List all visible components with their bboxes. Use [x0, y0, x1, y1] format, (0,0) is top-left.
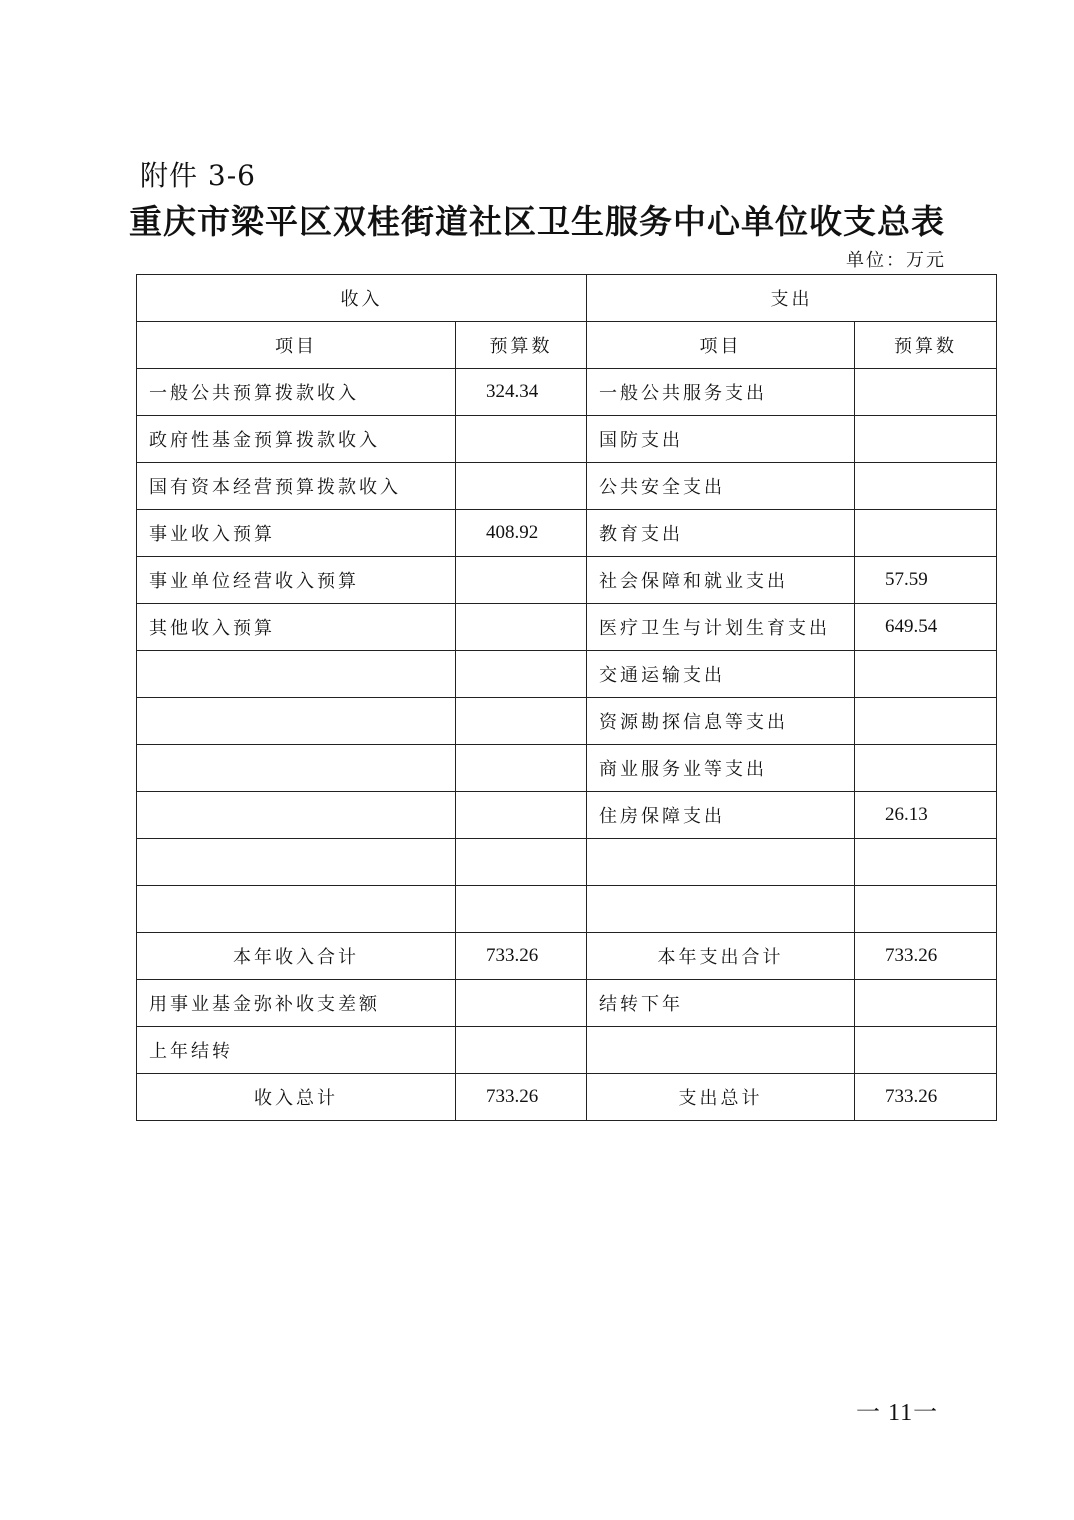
income-amount-cell [456, 557, 587, 604]
expense-amount-cell [855, 369, 997, 416]
income-total-label: 本年收入合计 [137, 933, 456, 980]
expense-item-cell: 国防支出 [587, 416, 855, 463]
expense-amount-cell [855, 745, 997, 792]
income-amount-cell [456, 980, 587, 1027]
expense-item-cell: 医疗卫生与计划生育支出 [587, 604, 855, 651]
expense-item-cell [587, 1027, 855, 1074]
income-total-amount: 733.26 [456, 933, 587, 980]
income-amount-cell [456, 604, 587, 651]
income-item-cell: 一般公共预算拨款收入 [137, 369, 456, 416]
expense-amount-cell [855, 980, 997, 1027]
expense-amount-cell [855, 463, 997, 510]
income-item-cell: 事业收入预算 [137, 510, 456, 557]
expense-amount-cell [855, 510, 997, 557]
income-amount-cell [456, 463, 587, 510]
income-total-label: 收入总计 [137, 1074, 456, 1121]
expense-total-amount: 733.26 [855, 933, 997, 980]
table-row [137, 792, 997, 839]
table-row [137, 604, 997, 651]
page-number: 一 11一 [856, 1400, 939, 1426]
expense-amount-cell [855, 651, 997, 698]
income-item-cell: 其他收入预算 [137, 604, 456, 651]
expense-item-cell: 交通运输支出 [587, 651, 855, 698]
table-row [137, 510, 997, 557]
income-item-cell: 政府性基金预算拨款收入 [137, 416, 456, 463]
income-amount-cell [456, 886, 587, 933]
unit-label: 单位：万元 [846, 250, 946, 271]
income-total-amount: 733.26 [456, 1074, 587, 1121]
expense-item-cell: 教育支出 [587, 510, 855, 557]
expense-item-cell: 商业服务业等支出 [587, 745, 855, 792]
income-amount-cell: 324.34 [456, 369, 587, 416]
income-item-cell: 国有资本经营预算拨款收入 [137, 463, 456, 510]
income-item-cell [137, 839, 456, 886]
expense-item-cell: 一般公共服务支出 [587, 369, 855, 416]
income-item-cell: 事业单位经营收入预算 [137, 557, 456, 604]
expense-amount-cell: 26.13 [855, 792, 997, 839]
table-row [137, 651, 997, 698]
grand-total-row [137, 1074, 997, 1121]
income-amount-cell [456, 1027, 587, 1074]
expense-item-cell: 社会保障和就业支出 [587, 557, 855, 604]
expense-item-cell: 公共安全支出 [587, 463, 855, 510]
expense-item-cell [587, 839, 855, 886]
table-row [137, 839, 997, 886]
attachment-label: 附件 3-6 [140, 159, 256, 192]
document-title: 重庆市梁平区双桂街道社区卫生服务中心单位收支总表 [129, 202, 945, 241]
income-item-header: 项目 [137, 322, 456, 369]
expense-amount-cell [855, 886, 997, 933]
expense-amount-cell: 57.59 [855, 557, 997, 604]
income-budget-header: 预算数 [456, 322, 587, 369]
income-amount-cell: 408.92 [456, 510, 587, 557]
table-row [137, 1027, 997, 1074]
income-amount-cell [456, 651, 587, 698]
table-row [137, 745, 997, 792]
income-amount-cell [456, 698, 587, 745]
income-item-cell [137, 651, 456, 698]
table-row [137, 369, 997, 416]
table-row [137, 980, 997, 1027]
table-row [137, 463, 997, 510]
expense-amount-cell [855, 698, 997, 745]
expense-total-amount: 733.26 [855, 1074, 997, 1121]
income-section-header: 收入 [137, 275, 587, 322]
table-row [137, 416, 997, 463]
table-row [137, 886, 997, 933]
income-amount-cell [456, 745, 587, 792]
income-item-cell: 上年结转 [137, 1027, 456, 1074]
year-total-row [137, 933, 997, 980]
expense-item-cell: 结转下年 [587, 980, 855, 1027]
income-amount-cell [456, 839, 587, 886]
income-item-cell [137, 698, 456, 745]
expense-amount-cell [855, 1027, 997, 1074]
expense-item-cell: 住房保障支出 [587, 792, 855, 839]
column-header-row [137, 322, 997, 369]
expense-total-label: 本年支出合计 [587, 933, 855, 980]
expense-item-header: 项目 [587, 322, 855, 369]
expense-amount-cell [855, 416, 997, 463]
expense-item-cell: 资源勘探信息等支出 [587, 698, 855, 745]
income-item-cell: 用事业基金弥补收支差额 [137, 980, 456, 1027]
expense-section-header: 支出 [587, 275, 997, 322]
income-item-cell [137, 886, 456, 933]
section-header-row [137, 275, 997, 322]
table-row [137, 557, 997, 604]
income-amount-cell [456, 416, 587, 463]
expense-item-cell [587, 886, 855, 933]
expense-amount-cell [855, 839, 997, 886]
income-amount-cell [456, 792, 587, 839]
budget-summary-table [136, 274, 997, 1121]
expense-amount-cell: 649.54 [855, 604, 997, 651]
table-row [137, 698, 997, 745]
income-item-cell [137, 745, 456, 792]
expense-total-label: 支出总计 [587, 1074, 855, 1121]
income-item-cell [137, 792, 456, 839]
expense-budget-header: 预算数 [855, 322, 997, 369]
